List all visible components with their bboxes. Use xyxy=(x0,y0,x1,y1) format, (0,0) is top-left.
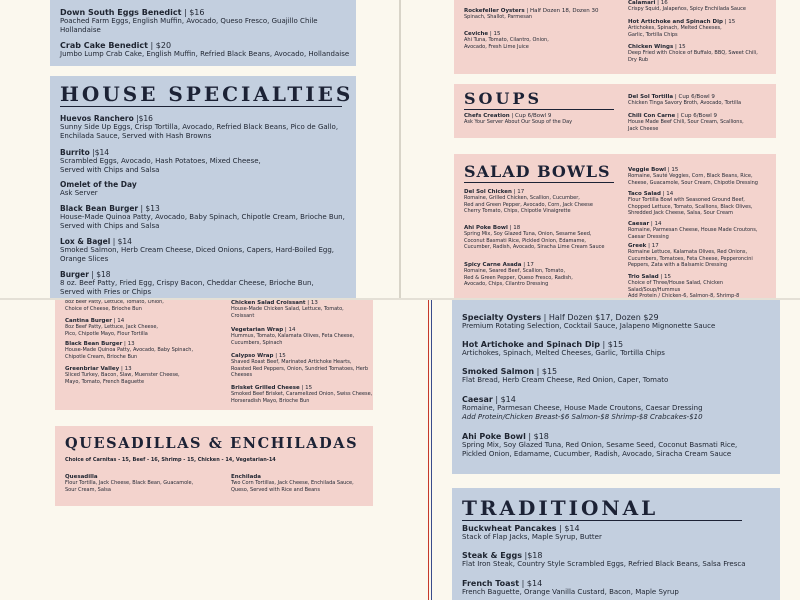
item-price: $14 xyxy=(500,395,516,404)
sandwiches-panel xyxy=(55,300,373,410)
item-price: 17 xyxy=(651,243,659,249)
item-desc: Crispy Squid, Jalapeños, Spicy Enchilada Sauce xyxy=(628,6,746,12)
item-desc: Ahi Tuna, Tomato, Cilantro, Onion, Avocado, Fresh Lime Juice xyxy=(464,37,549,50)
menu-item: Chefs Creation | Cup 6/Bowl 9 Ask Your Server About Our Soup of the Day xyxy=(464,113,624,126)
menu-item: Hot Artichoke and Spinach Dip | $15 Artichokes, Spinach, Melted Cheeses, Garlic, Tortilla Chips xyxy=(462,340,665,357)
item-price: 15 xyxy=(278,353,286,359)
item-name: Cantina Burger xyxy=(65,318,112,324)
item-price: 13 xyxy=(310,300,318,306)
item-name: Vegetarian Wrap xyxy=(231,327,284,333)
menu-item: Veggie Bowl | 15 Romaine, Sauté Veggies, Corn, Black Beans, Rice, Cheese, Guacamole, Sour Cream, Chipotle Dressing xyxy=(628,167,776,186)
item-desc: Spinach, Shallot, Parmesan xyxy=(464,14,533,20)
item-desc: French Baguette, Orange Vanilla Custard, Bacon, Maple Syrup xyxy=(462,588,679,596)
item-price: 13 xyxy=(124,366,132,372)
item-name: Greek xyxy=(628,243,647,249)
item-price: Cup 6/Bowl 9 xyxy=(515,113,552,119)
item-price: 17 xyxy=(526,262,534,268)
item-name: Huevos Ranchero xyxy=(60,114,134,123)
item-addon: Add Protein/Chicken Breast-$6 Salmon-$8 Shrimp-$8 Crabcakes-$10 xyxy=(462,413,703,421)
item-name: Chicken Salad Croissant xyxy=(231,300,306,306)
menu-item: Burger | $18 8 oz. Beef Patty, Fried Egg, Crispy Bacon, Cheddar Cheese, Brioche Bun, Served with Fries or Chips xyxy=(60,270,314,296)
menu-item: Specialty Oysters | Half Dozen $17, Dozen $29 Premium Rotating Selection, Cocktail Sauce, Jalapeno Mignonette Sauce xyxy=(462,313,716,330)
item-price: $14 xyxy=(564,524,580,533)
traditional-panel xyxy=(452,488,780,600)
item-price: 16 xyxy=(660,0,668,6)
menu-item: Buckwheat Pancakes | $14 Stack of Flap Jacks, Maple Syrup, Butter xyxy=(462,524,602,541)
menu-item xyxy=(231,474,373,493)
section-title: HOUSE SPECIALTIES xyxy=(60,82,354,106)
menu-item xyxy=(60,180,137,198)
item-desc: 8oz Beef Patty, Lettuce, Jack Cheese, Pico, Chipotle Mayo, Flour Tortilla xyxy=(65,324,159,337)
item-desc: Smoked Beef Brisket, Caramelized Onion, Swiss Cheese, Horseradish Mayo, Brioche Bun xyxy=(231,391,373,404)
item-desc: Ask Server xyxy=(60,189,98,197)
item-price: 14 xyxy=(117,318,125,324)
menu-item: Del Sol Tortilla | Cup 6/Bowl 9 Chicken Tinga Savory Broth, Avocado, Tortilla xyxy=(628,94,776,107)
quesadillas-enchiladas-panel xyxy=(55,426,373,506)
item-name: Quesadilla xyxy=(65,474,98,480)
soups-panel xyxy=(454,84,776,138)
menu-item: Vegetarian Wrap | 14 Hummus, Tomato, Kalamata Olives, Feta Cheese, Cucumbers, Spinach xyxy=(231,327,373,346)
item-name: Steak & Eggs xyxy=(462,551,522,560)
menu-item: Brisket Grilled Cheese | 15 Smoked Beef Brisket, Caramelized Onion, Swiss Cheese, Horseradish Mayo, Brioche Bun xyxy=(231,385,373,404)
item-price: Half Dozen $17, Dozen $29 xyxy=(548,313,659,322)
item-desc: Shaved Roast Beef, Marinated Artichoke Hearts, Roasted Red Peppers, Onion, Sundried Tomatoes, Herb Cheeses xyxy=(231,359,369,378)
page-divider xyxy=(428,300,429,600)
item-name: Calamari xyxy=(628,0,656,6)
section-title: QUESADILLAS & ENCHILADAS xyxy=(65,435,359,452)
item-desc: Stack of Flap Jacks, Maple Syrup, Butter xyxy=(462,533,602,541)
item-desc: Choice of Three/House Salad, Chicken Salad/Soup/Hummus Add Protein / Chicken-6, Salmon-8, Shrimp-8 xyxy=(628,280,740,298)
menu-item: Del Sol Chicken | 17 Romaine, Grilled Chicken, Scallion, Cucumber, Red and Green Pepper, Avocado, Corn, Jack Cheese Cherry Tomato, Chips, Chipotle Vinaigrette xyxy=(464,189,629,215)
item-name: Burger xyxy=(60,270,89,279)
menu-item: Calamari | 16 Crispy Squid, Jalapeños, Spicy Enchilada Sauce xyxy=(628,0,776,13)
item-name: Lox & Bagel xyxy=(60,237,111,246)
section-subtitle: Choice of Carnitas - 15, Beef - 16, Shrimp - 15, Chicken - 14, Vegetarian-14 xyxy=(65,457,276,463)
item-price: $14 xyxy=(526,579,543,588)
item-name: Enchilada xyxy=(231,474,261,480)
menu-item: Chicken Salad Croissant | 13 House-Made Chicken Salad, Lettuce, Tomato, Croissant xyxy=(231,300,373,319)
menu-item: Black Bean Burger | 13 House-Made Quinoa Patty, Avocado, Baby Spinach, Chipotle Cream, Brioche Bun xyxy=(65,341,230,360)
menu-item: Chicken Wings | 15 Deep Fried with Choice of Buffalo, BBQ, Sweet Chili, Dry Rub xyxy=(628,44,776,63)
item-price: $15 xyxy=(541,367,558,376)
item-name: Caesar xyxy=(462,395,493,404)
item-price: 14 xyxy=(666,191,674,197)
item-name: Chicken Wings xyxy=(628,44,674,50)
item-desc: Spring Mix, Soy Glazed Tuna, Red Onion, Sesame Seed, Coconut Basmati Rice, Pickled Onion, Edamame, Cucumber, Radish, Avocado, Siracha Cream Sauce xyxy=(462,441,738,458)
item-name: Del Sol Chicken xyxy=(464,189,512,195)
item-name: Veggie Bowl xyxy=(628,167,667,173)
item-desc: 8oz Beef Patty, Lettuce, Tomato, Onion, Choice of Cheese, Brioche Bun xyxy=(65,300,164,312)
item-name: Burrito xyxy=(60,148,90,157)
item-desc: Romaine Lettuce, Kalamata Olives, Red Onions, Cucumbers, Tomatoes, Feta Cheese, Pepperoncini Peppers, Zata with a Balsamic Dressing xyxy=(628,249,753,268)
menu-item: Black Bean Burger | $13 House-Made Quinoa Patty, Avocado, Baby Spinach, Chipotle Cream, Brioche Bun, Served with Chips and Salsa xyxy=(60,204,345,230)
menu-item: Taco Salad | 14 Flour Tortilla Bowl with Seasoned Ground Beef, Chopped Lettuce, Tomato, Scallions, Black Olives, Shredded Jack Cheese, Salsa, Sour Cream xyxy=(628,191,776,217)
item-price: $14 xyxy=(94,148,110,157)
section-title: SOUPS xyxy=(464,89,543,108)
item-desc: Flat Iron Steak, Country Style Scrambled Eggs, Refried Black Beans, Salsa Fresca xyxy=(462,560,746,568)
item-name: Crab Cake Benedict xyxy=(60,41,148,50)
menu-item: Huevos Ranchero |$16 Sunny Side Up Eggs, Crisp Tortilla, Avocado, Refried Black Beans, Pico de Gallo, Enchilada Sauce, Served with Hash Browns xyxy=(60,114,339,140)
menu-item: Trio Salad | 15 Choice of Three/House Salad, Chicken Salad/Soup/Hummus Add Protein / Chicken-6, Salmon-8, Shrimp-8 xyxy=(628,274,776,298)
item-desc: Poached Farm Eggs, English Muffin, Avocado, Queso Fresco, Guajillo Chile Hollandaise xyxy=(60,17,318,34)
item-price: 14 xyxy=(288,327,296,333)
item-name: Trio Salad xyxy=(628,274,659,280)
item-price: $16 xyxy=(189,8,205,17)
menu-item: Chili Con Carne | Cup 6/Bowl 9 House Made Beef Chili, Sour Cream, Scallions, Jack Cheese xyxy=(628,113,776,132)
item-name: Black Bean Burger xyxy=(65,341,123,347)
appetizers-panel xyxy=(454,0,776,74)
item-name: Smoked Salmon xyxy=(462,367,535,376)
item-name: Ceviche xyxy=(464,31,489,37)
item-desc: Flour Tortilla Bowl with Seasoned Ground Beef, Chopped Lettuce, Tomato, Scallions, Black Olives, Shredded Jack Cheese, Salsa, Sour Cream xyxy=(628,197,753,216)
menu-item: Cantina Burger | 14 8oz Beef Patty, Lettuce, Jack Cheese, Pico, Chipotle Mayo, Flour Tortilla xyxy=(65,318,225,337)
item-price: 18 xyxy=(513,225,521,231)
item-price: $18 xyxy=(533,432,549,441)
menu-item: Crab Cake Benedict | $20 Jumbo Lump Crab Cake, English Muffin, Refried Black Beans, Avocado, Hollandaise xyxy=(60,41,350,58)
menu-item: Ceviche | 15 Ahi Tuna, Tomato, Cilantro, Onion, Avocado, Fresh Lime Juice xyxy=(464,31,624,50)
menu-item xyxy=(65,300,225,312)
item-name: Chili Con Carne xyxy=(628,113,676,119)
menu-item: Smoked Salmon | $15 Flat Bread, Herb Cream Cheese, Red Onion, Caper, Tomato xyxy=(462,367,669,384)
item-price: 13 xyxy=(127,341,135,347)
menu-item: Greenbriar Valley | 13 Sliced Turkey, Bacon, Slaw, Muenster Cheese, Mayo, Tomato, French Baguette xyxy=(65,366,230,385)
house-specialties-panel xyxy=(50,76,356,298)
item-desc: 8 oz. Beef Patty, Fried Egg, Crispy Bacon, Cheddar Cheese, Brioche Bun, Served with Fries or Chips xyxy=(60,279,314,296)
item-price: Cup 6/Bowl 9 xyxy=(680,113,717,119)
page-divider xyxy=(431,300,432,600)
menu-item: Spicy Carne Asada | 17 Romaine, Seared Beef, Scallion, Tomato, Red & Green Pepper, Queso Fresco, Radish, Avocado, Chips, Cilantro Dressing xyxy=(464,262,629,288)
item-name: Ahi Poke Bowl xyxy=(464,225,508,231)
menu-page-bottom-left xyxy=(0,300,428,600)
item-price: $16 xyxy=(138,114,153,123)
item-price: 15 xyxy=(305,385,313,391)
menu-page-bottom-right xyxy=(430,300,800,600)
item-desc: Two Corn Tortillas, Jack Cheese, Enchilada Sauce, Queso, Served with Rice and Beans xyxy=(231,480,354,493)
starters-panel xyxy=(452,300,780,474)
item-desc: House Made Beef Chili, Sour Cream, Scallions, Jack Cheese xyxy=(628,119,744,132)
item-desc: Chicken Tinga Savory Broth, Avocado, Tortilla xyxy=(628,100,742,106)
salad-bowls-panel xyxy=(454,154,776,298)
item-desc: Romaine, Parmesan Cheese, House Made Croutons, Caesar Dressing xyxy=(462,404,703,412)
item-desc: Ask Your Server About Our Soup of the Day xyxy=(464,119,573,125)
item-name: Omelet of the Day xyxy=(60,180,137,189)
item-name: Buckwheat Pancakes xyxy=(462,524,557,533)
menu-item: Caesar | $14 Romaine, Parmesan Cheese, House Made Croutons, Caesar Dressing Add Protein/Chicken Breast-$6 Salmon-$8 Shrimp-$8 Crabcakes-$10 xyxy=(462,395,703,421)
item-desc: Romaine, Grilled Chicken, Scallion, Cucumber, Red and Green Pepper, Avocado, Corn, Jack Cheese Cherry Tomato, Chips, Chipotle Vinaigrette xyxy=(464,195,593,214)
menu-item: Ahi Poke Bowl | $18 Spring Mix, Soy Glazed Tuna, Red Onion, Sesame Seed, Coconut Basmati Rice, Pickled Onion, Edamame, Cucumber, Radish, Avocado, Siracha Cream Sauce xyxy=(462,432,738,458)
item-name: Brisket Grilled Cheese xyxy=(231,385,300,391)
item-desc: Artichokes, Spinach, Melted Cheeses, Garlic, Tortilla Chips xyxy=(462,349,665,357)
item-desc: House-Made Quinoa Patty, Avocado, Baby Spinach, Chipotle Cream, Brioche Bun, Served with Chips and Salsa xyxy=(60,213,345,230)
title-rule xyxy=(464,109,614,110)
item-price: 15 xyxy=(678,44,686,50)
title-rule xyxy=(462,520,742,521)
menu-item: Caesar | 14 Romaine, Parmesan Cheese, House Made Croutons, Caesar Dressing xyxy=(628,221,776,240)
menu-item xyxy=(65,474,230,493)
item-name: Calypso Wrap xyxy=(231,353,274,359)
item-desc: Premium Rotating Selection, Cocktail Sauce, Jalapeno Mignonette Sauce xyxy=(462,322,716,330)
title-rule xyxy=(60,106,342,107)
item-desc: Jumbo Lump Crab Cake, English Muffin, Refried Black Beans, Avocado, Hollandaise xyxy=(60,50,350,58)
item-price: 15 xyxy=(728,19,736,25)
item-price: 15 xyxy=(664,274,672,280)
menu-item: Ahi Poke Bowl | 18 Spring Mix, Soy Glazed Tuna, Onion, Sesame Seed, Coconut Basmati Rice, Pickled Onion, Edamame, Cucumber, Radish, Avocado, Siracha Lime Cream Sauce xyxy=(464,225,629,251)
item-price: $13 xyxy=(145,204,160,213)
section-title: TRADITIONAL xyxy=(462,496,659,520)
benedict-panel xyxy=(50,0,356,66)
menu-item: Down South Eggs Benedict | $16 Poached Farm Eggs, English Muffin, Avocado, Queso Fresco, Guajillo Chile Hollandaise xyxy=(60,8,318,34)
item-price: 15 xyxy=(493,31,501,37)
item-desc: Flour Tortilla, Jack Cheese, Black Bean, Guacamole, Sour Cream, Salsa xyxy=(65,480,194,493)
item-price: $18 xyxy=(96,270,111,279)
item-name: Greenbriar Valley xyxy=(65,366,120,372)
item-name: Hot Artichoke and Spinach Dip xyxy=(462,340,601,349)
item-desc: Sliced Turkey, Bacon, Slaw, Muenster Cheese, Mayo, Tomato, French Baguette xyxy=(65,372,180,385)
item-name: Chefs Creation xyxy=(464,113,510,119)
menu-item: French Toast | $14 French Baguette, Orange Vanilla Custard, Bacon, Maple Syrup xyxy=(462,579,679,596)
menu-item: Calypso Wrap | 15 Shaved Roast Beef, Marinated Artichoke Hearts, Roasted Red Peppers, Onion, Sundried Tomatoes, Herb Cheeses xyxy=(231,353,373,379)
item-price: $18 xyxy=(527,551,543,560)
item-name: Down South Eggs Benedict xyxy=(60,8,182,17)
title-rule xyxy=(464,182,614,183)
item-name: Rockefeller Oysters xyxy=(464,8,525,14)
item-price: Cup 6/Bowl 9 xyxy=(678,94,715,100)
item-desc: Deep Fried with Choice of Buffalo, BBQ, Sweet Chili, Dry Rub xyxy=(628,50,758,63)
item-price: $20 xyxy=(155,41,172,50)
menu-page-top-left xyxy=(0,0,398,298)
item-desc: Scrambled Eggs, Avocado, Hash Potatoes, Mixed Cheese, Served with Chips and Salsa xyxy=(60,157,261,174)
item-name: Caesar xyxy=(628,221,650,227)
item-name: Del Sol Tortilla xyxy=(628,94,674,100)
item-name: Black Bean Burger xyxy=(60,204,139,213)
page-divider xyxy=(0,298,800,300)
item-desc: Romaine, Sauté Veggies, Corn, Black Beans, Rice, Cheese, Guacamole, Sour Cream, Chipotle Dressing xyxy=(628,173,758,186)
section-title: SALAD BOWLS xyxy=(464,162,611,181)
item-name: Spicy Carne Asada xyxy=(464,262,522,268)
item-name: Hot Artichoke and Spinach Dip xyxy=(628,19,723,25)
item-desc: Sunny Side Up Eggs, Crisp Tortilla, Avocado, Refried Black Beans, Pico de Gallo, Enchilada Sauce, Served with Hash Browns xyxy=(60,123,339,140)
menu-page-top-right xyxy=(402,0,800,298)
page-divider xyxy=(399,0,401,298)
menu-item: Rockefeller Oysters | Half Dozen 18, Dozen 30 Spinach, Shallot, Parmesan xyxy=(464,8,624,21)
item-name: French Toast xyxy=(462,579,520,588)
item-desc: Romaine, Seared Beef, Scallion, Tomato, Red & Green Pepper, Queso Fresco, Radish, Avocado, Chips, Cilantro Dressing xyxy=(464,268,573,287)
item-desc: Artichokes, Spinach, Melted Cheeses, Garlic, Tortilla Chips xyxy=(628,25,722,38)
item-name: Taco Salad xyxy=(628,191,661,197)
menu-item: Greek | 17 Romaine Lettuce, Kalamata Olives, Red Onions, Cucumbers, Tomatoes, Feta Cheese, Pepperoncini Peppers, Zata with a Balsamic Dressing xyxy=(628,243,776,269)
item-desc: Spring Mix, Soy Glazed Tuna, Onion, Sesame Seed, Coconut Basmati Rice, Pickled Onion, Edamame, Cucumber, Radish, Avocado, Siracha Lime Cream Sauce xyxy=(464,231,605,250)
menu-item: Steak & Eggs |$18 Flat Iron Steak, Country Style Scrambled Eggs, Refried Black Beans, Salsa Fresca xyxy=(462,551,746,568)
item-desc: Flat Bread, Herb Cream Cheese, Red Onion, Caper, Tomato xyxy=(462,376,669,384)
item-desc: Smoked Salmon, Herb Cream Cheese, Diced Onions, Capers, Hard-Boiled Egg, Orange Slices xyxy=(60,246,334,263)
item-desc: House-Made Chicken Salad, Lettuce, Tomato, Croissant xyxy=(231,306,344,319)
menu-item: Lox & Bagel | $14 Smoked Salmon, Herb Cream Cheese, Diced Onions, Capers, Hard-Boiled Egg, Orange Slices xyxy=(60,237,334,263)
item-price: Half Dozen 18, Dozen 30 xyxy=(530,8,599,14)
item-name: Ahi Poke Bowl xyxy=(462,432,526,441)
item-price: 15 xyxy=(671,167,679,173)
item-name: Specialty Oysters xyxy=(462,313,542,322)
item-price: $14 xyxy=(117,237,132,246)
item-price: $15 xyxy=(607,340,624,349)
menu-item: Burrito |$14 Scrambled Eggs, Avocado, Hash Potatoes, Mixed Cheese, Served with Chips and Salsa xyxy=(60,148,261,174)
item-price: 14 xyxy=(654,221,662,227)
item-price: 17 xyxy=(517,189,525,195)
item-desc: Hummus, Tomato, Kalamata Olives, Feta Cheese, Cucumbers, Spinach xyxy=(231,333,355,346)
item-desc: Romaine, Parmesan Cheese, House Made Croutons, Caesar Dressing xyxy=(628,227,758,240)
menu-item: Hot Artichoke and Spinach Dip | 15 Artichokes, Spinach, Melted Cheeses, Garlic, Tortilla Chips xyxy=(628,19,776,38)
item-desc: House-Made Quinoa Patty, Avocado, Baby Spinach, Chipotle Cream, Brioche Bun xyxy=(65,347,194,360)
